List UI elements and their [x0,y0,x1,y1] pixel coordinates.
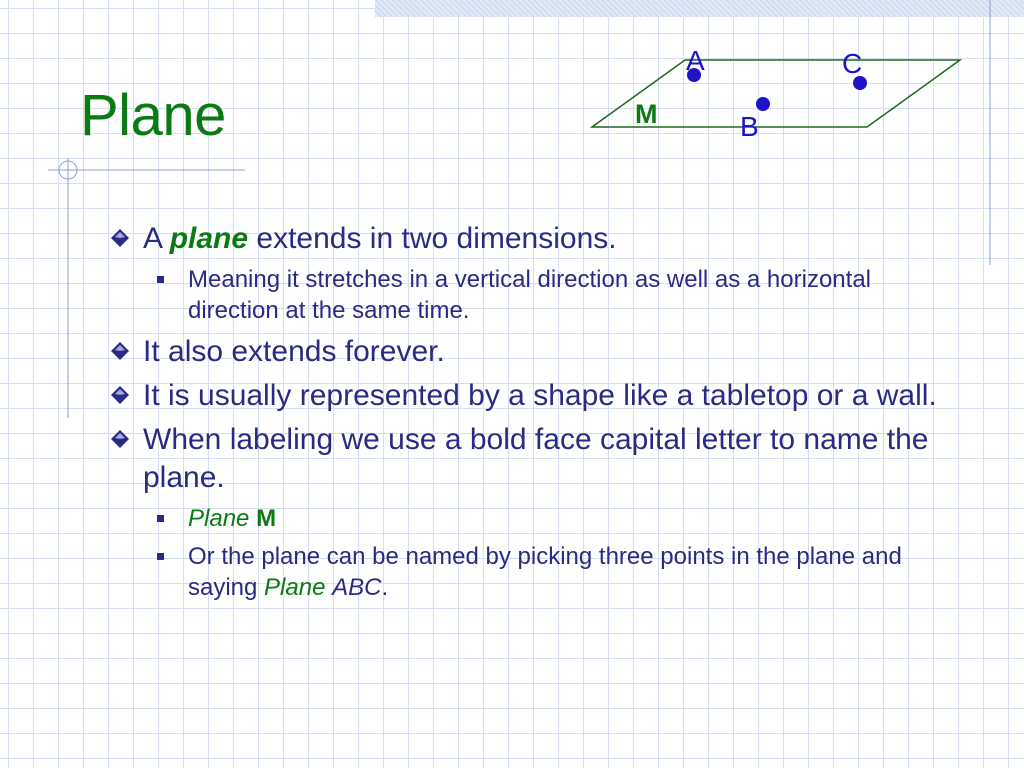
bullet-extends-forever [108,333,968,371]
plane-letter-bold: M [256,505,277,532]
bullet-represented-by [108,377,968,415]
sub-bullet-text: Meaning it stretches in a vertical direction as well as a horizontal direction at the same time. [188,266,871,324]
point-b-label: B [740,111,759,142]
square-bullet-icon [157,276,164,283]
plane-word-italic: Plane [264,574,326,601]
bullet-labeling [108,421,968,497]
square-bullet-icon [157,553,164,560]
diamond-bullet-icon [110,341,130,361]
point-b-icon [756,97,770,111]
plane-label-m: M [635,99,658,129]
slide-title: Plane [80,83,226,148]
period: . [381,574,389,601]
term-plane: plane [169,222,249,255]
sub-bullet-meaning [108,264,968,326]
bullet-text: It is usually represented by a shape like a tabletop or a wall. [143,379,937,412]
sub-bullet-plane-m [108,503,968,534]
slide-body [108,220,968,610]
plane-diagram [580,30,980,150]
diamond-bullet-icon [110,385,130,405]
bullet-text: When labeling we use a bold face capital letter to name the plane. [143,423,929,494]
sub-bullet-plane-abc [108,541,968,603]
point-a-label: A [686,45,705,76]
diamond-bullet-icon [110,228,130,248]
plane-abc-italic: ABC [332,574,382,601]
bullet-text: It also extends forever. [143,335,445,368]
point-c-label: C [842,48,863,79]
square-bullet-icon [157,515,164,522]
diamond-bullet-icon [110,429,130,449]
bullet-text-prefix: A [143,222,170,255]
plane-word-italic: Plane [188,505,250,532]
sub-bullet-text: Or the plane can be named by picking three points in the plane and saying [188,543,902,601]
bullet-text-rest: extends in two dimensions. [248,222,617,255]
bullet-plane-definition [108,220,968,258]
